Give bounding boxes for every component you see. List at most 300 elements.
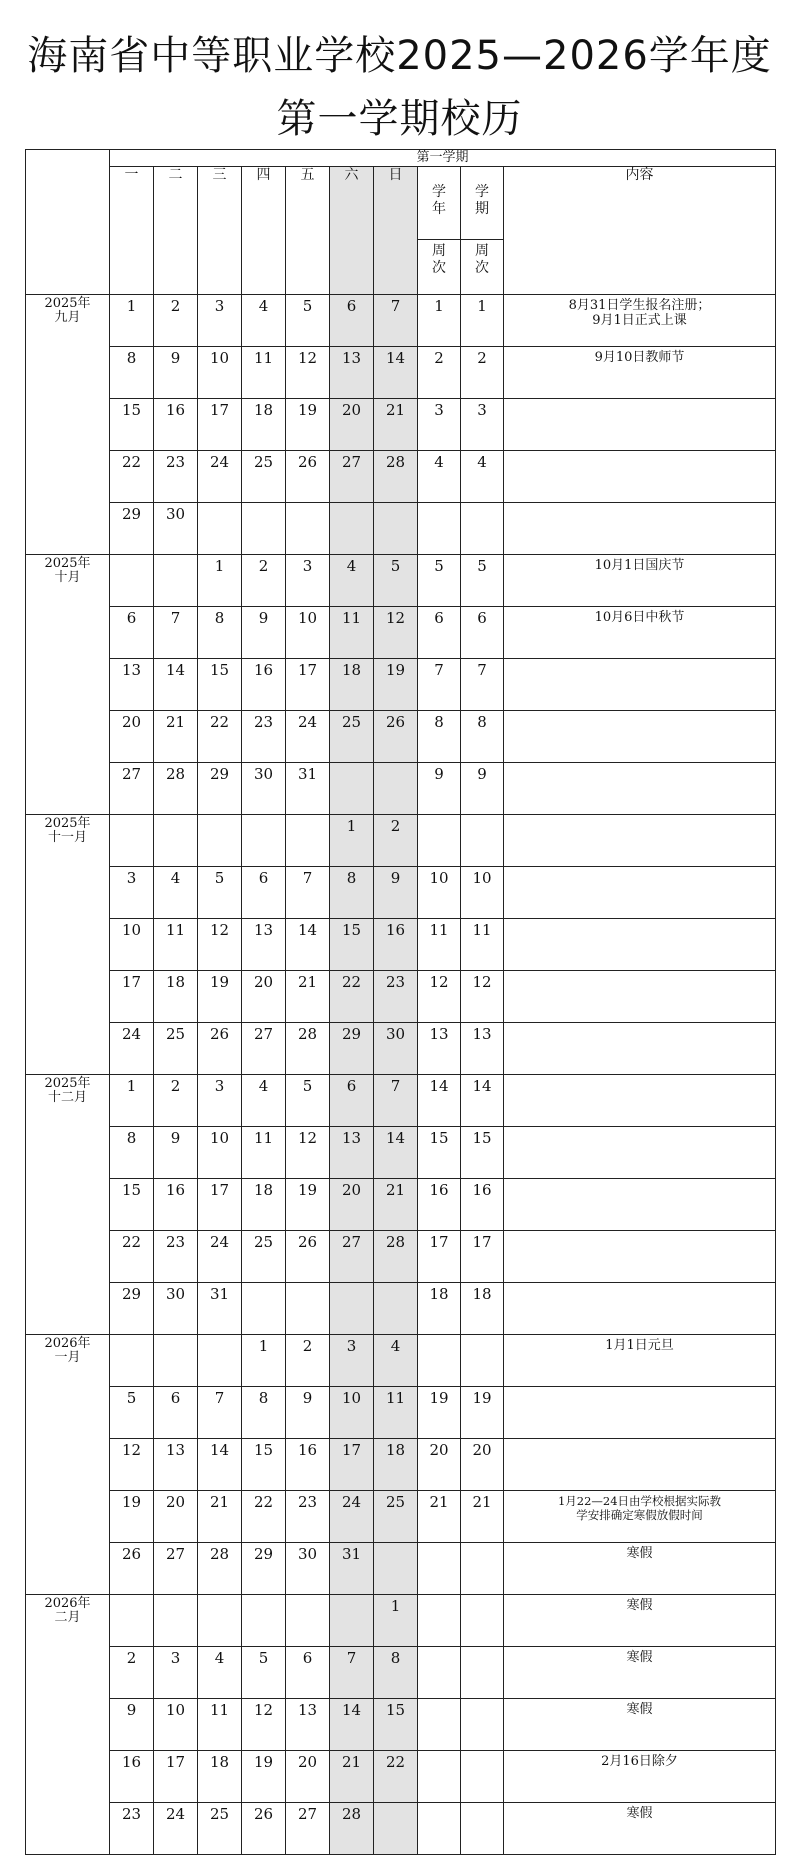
day-cell-mon xyxy=(110,815,154,867)
day-cell-thu: 23 xyxy=(242,711,286,763)
day-cell-fri: 3 xyxy=(286,555,330,607)
day-cell-wed: 17 xyxy=(198,399,242,451)
semester-week-number: 7 xyxy=(461,659,504,711)
day-cell-wed: 24 xyxy=(198,1231,242,1283)
semester-week-number xyxy=(461,1647,504,1699)
week-row xyxy=(26,1023,776,1075)
day-cell-tue: 18 xyxy=(154,971,198,1023)
day-cell-tue: 4 xyxy=(154,867,198,919)
day-cell-fri: 12 xyxy=(286,1127,330,1179)
day-cell-thu: 4 xyxy=(242,1075,286,1127)
day-cell-sat: 29 xyxy=(330,1023,374,1075)
day-cell-fri xyxy=(286,815,330,867)
event-content xyxy=(504,711,776,763)
semester-week-number: 6 xyxy=(461,607,504,659)
day-cell-wed: 1 xyxy=(198,555,242,607)
day-cell-wed: 14 xyxy=(198,1439,242,1491)
semester-week-number: 3 xyxy=(461,399,504,451)
day-cell-mon: 29 xyxy=(110,1283,154,1335)
event-content: 寒假 xyxy=(504,1543,776,1595)
school-year-week-number: 9 xyxy=(418,763,461,815)
school-year-week-number xyxy=(418,1699,461,1751)
day-cell-wed: 3 xyxy=(198,1075,242,1127)
semester-week-number: 9 xyxy=(461,763,504,815)
day-cell-fri xyxy=(286,1283,330,1335)
school-year-week-number xyxy=(418,1647,461,1699)
day-cell-wed: 29 xyxy=(198,763,242,815)
day-cell-sun: 9 xyxy=(374,867,418,919)
semester-week-number xyxy=(461,1803,504,1855)
day-cell-tue: 2 xyxy=(154,1075,198,1127)
event-content xyxy=(504,763,776,815)
month-label: 2025年 十二月 xyxy=(26,1075,110,1335)
day-cell-wed xyxy=(198,1335,242,1387)
day-cell-mon: 20 xyxy=(110,711,154,763)
school-year-week-number: 15 xyxy=(418,1127,461,1179)
day-cell-sat: 21 xyxy=(330,1751,374,1803)
day-cell-wed: 10 xyxy=(198,1127,242,1179)
day-cell-mon: 23 xyxy=(110,1803,154,1855)
header-semester-week xyxy=(461,167,504,295)
header-xuenian-bottom: 周 次 xyxy=(418,239,460,277)
month-label: 2025年 十一月 xyxy=(26,815,110,1075)
day-cell-sun: 14 xyxy=(374,347,418,399)
week-row xyxy=(26,1491,776,1543)
day-cell-sun: 14 xyxy=(374,1127,418,1179)
semester-week-number: 21 xyxy=(461,1491,504,1543)
day-cell-wed: 28 xyxy=(198,1543,242,1595)
semester-week-number xyxy=(461,1751,504,1803)
semester-week-number: 14 xyxy=(461,1075,504,1127)
day-cell-fri: 17 xyxy=(286,659,330,711)
semester-week-number xyxy=(461,503,504,555)
day-cell-sat: 24 xyxy=(330,1491,374,1543)
day-cell-fri: 10 xyxy=(286,607,330,659)
school-year-week-number: 4 xyxy=(418,451,461,503)
school-year-week-number xyxy=(418,1751,461,1803)
day-cell-sat: 27 xyxy=(330,1231,374,1283)
day-cell-wed: 5 xyxy=(198,867,242,919)
day-cell-fri: 26 xyxy=(286,451,330,503)
day-cell-tue: 11 xyxy=(154,919,198,971)
day-cell-sun: 15 xyxy=(374,1699,418,1751)
week-row xyxy=(26,1075,776,1127)
school-year-week-number: 3 xyxy=(418,399,461,451)
day-cell-thu: 9 xyxy=(242,607,286,659)
header-day-wed: 三 xyxy=(198,167,242,295)
week-row xyxy=(26,1595,776,1647)
day-cell-sat: 11 xyxy=(330,607,374,659)
day-cell-fri: 16 xyxy=(286,1439,330,1491)
day-cell-sat: 20 xyxy=(330,1179,374,1231)
day-cell-wed: 7 xyxy=(198,1387,242,1439)
day-cell-sat: 15 xyxy=(330,919,374,971)
day-cell-wed: 19 xyxy=(198,971,242,1023)
header-content: 内容 xyxy=(504,167,776,295)
day-cell-wed xyxy=(198,503,242,555)
event-content xyxy=(504,1075,776,1127)
day-cell-fri: 19 xyxy=(286,399,330,451)
day-cell-sat: 28 xyxy=(330,1803,374,1855)
day-cell-thu: 15 xyxy=(242,1439,286,1491)
day-cell-mon: 27 xyxy=(110,763,154,815)
day-cell-fri: 6 xyxy=(286,1647,330,1699)
day-cell-fri: 27 xyxy=(286,1803,330,1855)
school-year-week-number: 11 xyxy=(418,919,461,971)
school-year-week-number xyxy=(418,1595,461,1647)
header-day-mon: 一 xyxy=(110,167,154,295)
school-year-week-number: 19 xyxy=(418,1387,461,1439)
day-cell-thu: 5 xyxy=(242,1647,286,1699)
semester-week-number: 1 xyxy=(461,295,504,347)
day-cell-fri: 13 xyxy=(286,1699,330,1751)
event-content: 寒假 xyxy=(504,1647,776,1699)
event-content: 寒假 xyxy=(504,1699,776,1751)
event-content: 2月16日除夕 xyxy=(504,1751,776,1803)
day-cell-mon: 1 xyxy=(110,295,154,347)
day-cell-thu: 25 xyxy=(242,451,286,503)
day-cell-wed: 26 xyxy=(198,1023,242,1075)
week-row xyxy=(26,1335,776,1387)
semester-week-number: 15 xyxy=(461,1127,504,1179)
day-cell-sat: 8 xyxy=(330,867,374,919)
header-day-sun: 日 xyxy=(374,167,418,295)
day-cell-thu: 26 xyxy=(242,1803,286,1855)
day-cell-tue xyxy=(154,1335,198,1387)
day-cell-thu: 19 xyxy=(242,1751,286,1803)
semester-week-number xyxy=(461,1543,504,1595)
event-content: 1月22—24日由学校根据实际教 学安排确定寒假放假时间 xyxy=(504,1491,776,1543)
week-row xyxy=(26,503,776,555)
day-cell-tue: 21 xyxy=(154,711,198,763)
school-year-week-number: 18 xyxy=(418,1283,461,1335)
event-content xyxy=(504,1231,776,1283)
day-cell-tue: 3 xyxy=(154,1647,198,1699)
day-cell-thu: 18 xyxy=(242,399,286,451)
day-cell-tue: 14 xyxy=(154,659,198,711)
month-label: 2026年 二月 xyxy=(26,1595,110,1855)
semester-week-number xyxy=(461,1699,504,1751)
day-cell-wed: 25 xyxy=(198,1803,242,1855)
week-row xyxy=(26,815,776,867)
day-cell-tue: 17 xyxy=(154,1751,198,1803)
page-title-line2: 第一学期校历 xyxy=(276,96,523,142)
day-cell-tue: 20 xyxy=(154,1491,198,1543)
school-year-week-number xyxy=(418,503,461,555)
day-cell-sun: 25 xyxy=(374,1491,418,1543)
header-xuenian-top: 学 年 xyxy=(432,184,446,217)
semester-week-number: 2 xyxy=(461,347,504,399)
day-cell-fri: 31 xyxy=(286,763,330,815)
header-xueqi-bottom: 周 次 xyxy=(461,239,503,277)
day-cell-thu: 27 xyxy=(242,1023,286,1075)
day-cell-sat: 27 xyxy=(330,451,374,503)
school-year-week-number: 7 xyxy=(418,659,461,711)
event-content xyxy=(504,1283,776,1335)
week-row xyxy=(26,1231,776,1283)
event-content xyxy=(504,451,776,503)
day-cell-thu: 29 xyxy=(242,1543,286,1595)
week-row xyxy=(26,1803,776,1855)
school-year-week-number: 5 xyxy=(418,555,461,607)
header-day-sat: 六 xyxy=(330,167,374,295)
day-cell-tue: 23 xyxy=(154,451,198,503)
day-cell-sun: 4 xyxy=(374,1335,418,1387)
day-cell-tue: 16 xyxy=(154,1179,198,1231)
semester-week-number: 11 xyxy=(461,919,504,971)
day-cell-mon: 13 xyxy=(110,659,154,711)
semester-week-number: 4 xyxy=(461,451,504,503)
day-cell-tue: 30 xyxy=(154,503,198,555)
day-cell-fri xyxy=(286,1595,330,1647)
day-cell-sun xyxy=(374,763,418,815)
day-cell-sun xyxy=(374,503,418,555)
day-cell-sat: 13 xyxy=(330,1127,374,1179)
day-cell-sun: 5 xyxy=(374,555,418,607)
semester-label: 第一学期 xyxy=(110,150,776,167)
semester-week-number: 5 xyxy=(461,555,504,607)
day-cell-fri: 24 xyxy=(286,711,330,763)
day-cell-sun: 28 xyxy=(374,1231,418,1283)
day-cell-sat: 18 xyxy=(330,659,374,711)
day-cell-fri: 28 xyxy=(286,1023,330,1075)
day-cell-mon xyxy=(110,1335,154,1387)
day-cell-fri: 14 xyxy=(286,919,330,971)
day-cell-fri xyxy=(286,503,330,555)
event-content xyxy=(504,503,776,555)
day-cell-thu: 30 xyxy=(242,763,286,815)
page-title-line1: 海南省中等职业学校2025—2026学年度 xyxy=(27,33,772,79)
day-cell-sat: 14 xyxy=(330,1699,374,1751)
day-cell-sat xyxy=(330,1283,374,1335)
day-cell-thu xyxy=(242,815,286,867)
day-cell-tue: 16 xyxy=(154,399,198,451)
day-cell-mon: 2 xyxy=(110,1647,154,1699)
day-cell-sun: 8 xyxy=(374,1647,418,1699)
day-cell-mon: 26 xyxy=(110,1543,154,1595)
semester-week-number: 20 xyxy=(461,1439,504,1491)
day-cell-sat: 22 xyxy=(330,971,374,1023)
day-cell-tue: 13 xyxy=(154,1439,198,1491)
day-cell-mon: 17 xyxy=(110,971,154,1023)
school-year-week-number: 8 xyxy=(418,711,461,763)
day-cell-tue: 28 xyxy=(154,763,198,815)
event-content xyxy=(504,971,776,1023)
day-cell-thu: 11 xyxy=(242,347,286,399)
day-cell-sun xyxy=(374,1543,418,1595)
event-content xyxy=(504,1023,776,1075)
day-cell-wed: 24 xyxy=(198,451,242,503)
header-corner-cell xyxy=(26,150,110,295)
week-row xyxy=(26,711,776,763)
school-year-week-number: 2 xyxy=(418,347,461,399)
month-label: 2025年 九月 xyxy=(26,295,110,555)
day-cell-sat: 17 xyxy=(330,1439,374,1491)
day-cell-mon: 3 xyxy=(110,867,154,919)
event-content xyxy=(504,1179,776,1231)
day-cell-sun: 18 xyxy=(374,1439,418,1491)
day-cell-sat: 3 xyxy=(330,1335,374,1387)
day-cell-sun: 12 xyxy=(374,607,418,659)
week-row xyxy=(26,1283,776,1335)
day-cell-thu: 25 xyxy=(242,1231,286,1283)
school-calendar-table xyxy=(25,149,776,1855)
day-cell-wed: 3 xyxy=(198,295,242,347)
week-row xyxy=(26,347,776,399)
header-xueqi-top: 学 期 xyxy=(475,184,489,217)
event-content: 10月1日国庆节 xyxy=(504,555,776,607)
day-cell-thu: 16 xyxy=(242,659,286,711)
week-row xyxy=(26,1647,776,1699)
day-cell-wed: 4 xyxy=(198,1647,242,1699)
week-row xyxy=(26,659,776,711)
day-cell-sat xyxy=(330,763,374,815)
day-cell-sat: 10 xyxy=(330,1387,374,1439)
day-cell-fri: 20 xyxy=(286,1751,330,1803)
school-year-week-number xyxy=(418,1803,461,1855)
day-cell-fri: 21 xyxy=(286,971,330,1023)
week-row xyxy=(26,1543,776,1595)
day-cell-tue: 23 xyxy=(154,1231,198,1283)
day-cell-sun: 16 xyxy=(374,919,418,971)
day-cell-wed: 22 xyxy=(198,711,242,763)
event-content: 1月1日元旦 xyxy=(504,1335,776,1387)
day-cell-sun: 7 xyxy=(374,295,418,347)
day-cell-sun: 19 xyxy=(374,659,418,711)
day-cell-tue xyxy=(154,815,198,867)
school-year-week-number: 1 xyxy=(418,295,461,347)
event-content: 9月10日教师节 xyxy=(504,347,776,399)
day-cell-sun: 21 xyxy=(374,399,418,451)
day-cell-sun: 11 xyxy=(374,1387,418,1439)
day-cell-mon: 5 xyxy=(110,1387,154,1439)
day-cell-sun: 28 xyxy=(374,451,418,503)
day-cell-mon: 15 xyxy=(110,1179,154,1231)
day-cell-sun: 7 xyxy=(374,1075,418,1127)
day-cell-fri: 9 xyxy=(286,1387,330,1439)
day-cell-sat: 13 xyxy=(330,347,374,399)
day-cell-thu: 18 xyxy=(242,1179,286,1231)
day-cell-mon: 19 xyxy=(110,1491,154,1543)
month-label: 2026年 一月 xyxy=(26,1335,110,1595)
month-label: 2025年 十月 xyxy=(26,555,110,815)
day-cell-thu: 12 xyxy=(242,1699,286,1751)
day-cell-fri: 7 xyxy=(286,867,330,919)
day-cell-thu: 1 xyxy=(242,1335,286,1387)
semester-week-number: 13 xyxy=(461,1023,504,1075)
day-cell-tue xyxy=(154,555,198,607)
school-year-week-number xyxy=(418,1335,461,1387)
day-cell-mon: 10 xyxy=(110,919,154,971)
day-cell-mon xyxy=(110,555,154,607)
event-content: 寒假 xyxy=(504,1595,776,1647)
school-year-week-number xyxy=(418,815,461,867)
day-cell-wed xyxy=(198,815,242,867)
day-cell-tue: 7 xyxy=(154,607,198,659)
day-cell-thu: 6 xyxy=(242,867,286,919)
day-cell-fri: 30 xyxy=(286,1543,330,1595)
week-row xyxy=(26,451,776,503)
week-row xyxy=(26,1699,776,1751)
event-content xyxy=(504,867,776,919)
header-day-tue: 二 xyxy=(154,167,198,295)
day-cell-wed: 8 xyxy=(198,607,242,659)
day-cell-thu xyxy=(242,503,286,555)
day-cell-wed: 10 xyxy=(198,347,242,399)
event-content xyxy=(504,1439,776,1491)
day-cell-mon: 9 xyxy=(110,1699,154,1751)
day-cell-mon: 22 xyxy=(110,451,154,503)
day-cell-thu: 8 xyxy=(242,1387,286,1439)
day-cell-thu: 20 xyxy=(242,971,286,1023)
day-cell-sat: 4 xyxy=(330,555,374,607)
day-cell-tue: 9 xyxy=(154,1127,198,1179)
event-content: 10月6日中秋节 xyxy=(504,607,776,659)
day-cell-mon: 29 xyxy=(110,503,154,555)
day-cell-thu xyxy=(242,1283,286,1335)
day-cell-wed: 31 xyxy=(198,1283,242,1335)
day-cell-mon: 6 xyxy=(110,607,154,659)
school-year-week-number: 10 xyxy=(418,867,461,919)
day-cell-tue: 24 xyxy=(154,1803,198,1855)
day-cell-wed: 21 xyxy=(198,1491,242,1543)
event-content xyxy=(504,1387,776,1439)
day-cell-fri: 5 xyxy=(286,295,330,347)
week-row xyxy=(26,1387,776,1439)
day-cell-fri: 19 xyxy=(286,1179,330,1231)
week-row xyxy=(26,607,776,659)
day-cell-sun: 26 xyxy=(374,711,418,763)
school-year-week-number xyxy=(418,1543,461,1595)
school-year-week-number: 17 xyxy=(418,1231,461,1283)
day-cell-wed: 18 xyxy=(198,1751,242,1803)
school-year-week-number: 13 xyxy=(418,1023,461,1075)
week-row xyxy=(26,1179,776,1231)
day-cell-sat: 6 xyxy=(330,1075,374,1127)
day-cell-sun: 23 xyxy=(374,971,418,1023)
school-year-week-number: 20 xyxy=(418,1439,461,1491)
semester-week-number: 17 xyxy=(461,1231,504,1283)
week-row xyxy=(26,763,776,815)
week-row xyxy=(26,919,776,971)
header-day-thu: 四 xyxy=(242,167,286,295)
event-content xyxy=(504,399,776,451)
day-cell-sun: 22 xyxy=(374,1751,418,1803)
semester-week-number: 16 xyxy=(461,1179,504,1231)
day-cell-thu: 4 xyxy=(242,295,286,347)
day-cell-tue: 10 xyxy=(154,1699,198,1751)
semester-week-number: 8 xyxy=(461,711,504,763)
event-content xyxy=(504,1127,776,1179)
calendar-body xyxy=(26,295,776,1855)
event-content: 寒假 xyxy=(504,1803,776,1855)
semester-week-number: 19 xyxy=(461,1387,504,1439)
semester-week-number: 10 xyxy=(461,867,504,919)
day-cell-thu: 13 xyxy=(242,919,286,971)
day-cell-sun: 2 xyxy=(374,815,418,867)
week-row xyxy=(26,1439,776,1491)
event-content xyxy=(504,659,776,711)
day-cell-sat: 25 xyxy=(330,711,374,763)
header-day-fri: 五 xyxy=(286,167,330,295)
day-cell-wed: 11 xyxy=(198,1699,242,1751)
day-cell-wed: 17 xyxy=(198,1179,242,1231)
day-cell-sat xyxy=(330,1595,374,1647)
event-content xyxy=(504,815,776,867)
day-cell-fri: 2 xyxy=(286,1335,330,1387)
week-row xyxy=(26,295,776,347)
school-year-week-number: 6 xyxy=(418,607,461,659)
